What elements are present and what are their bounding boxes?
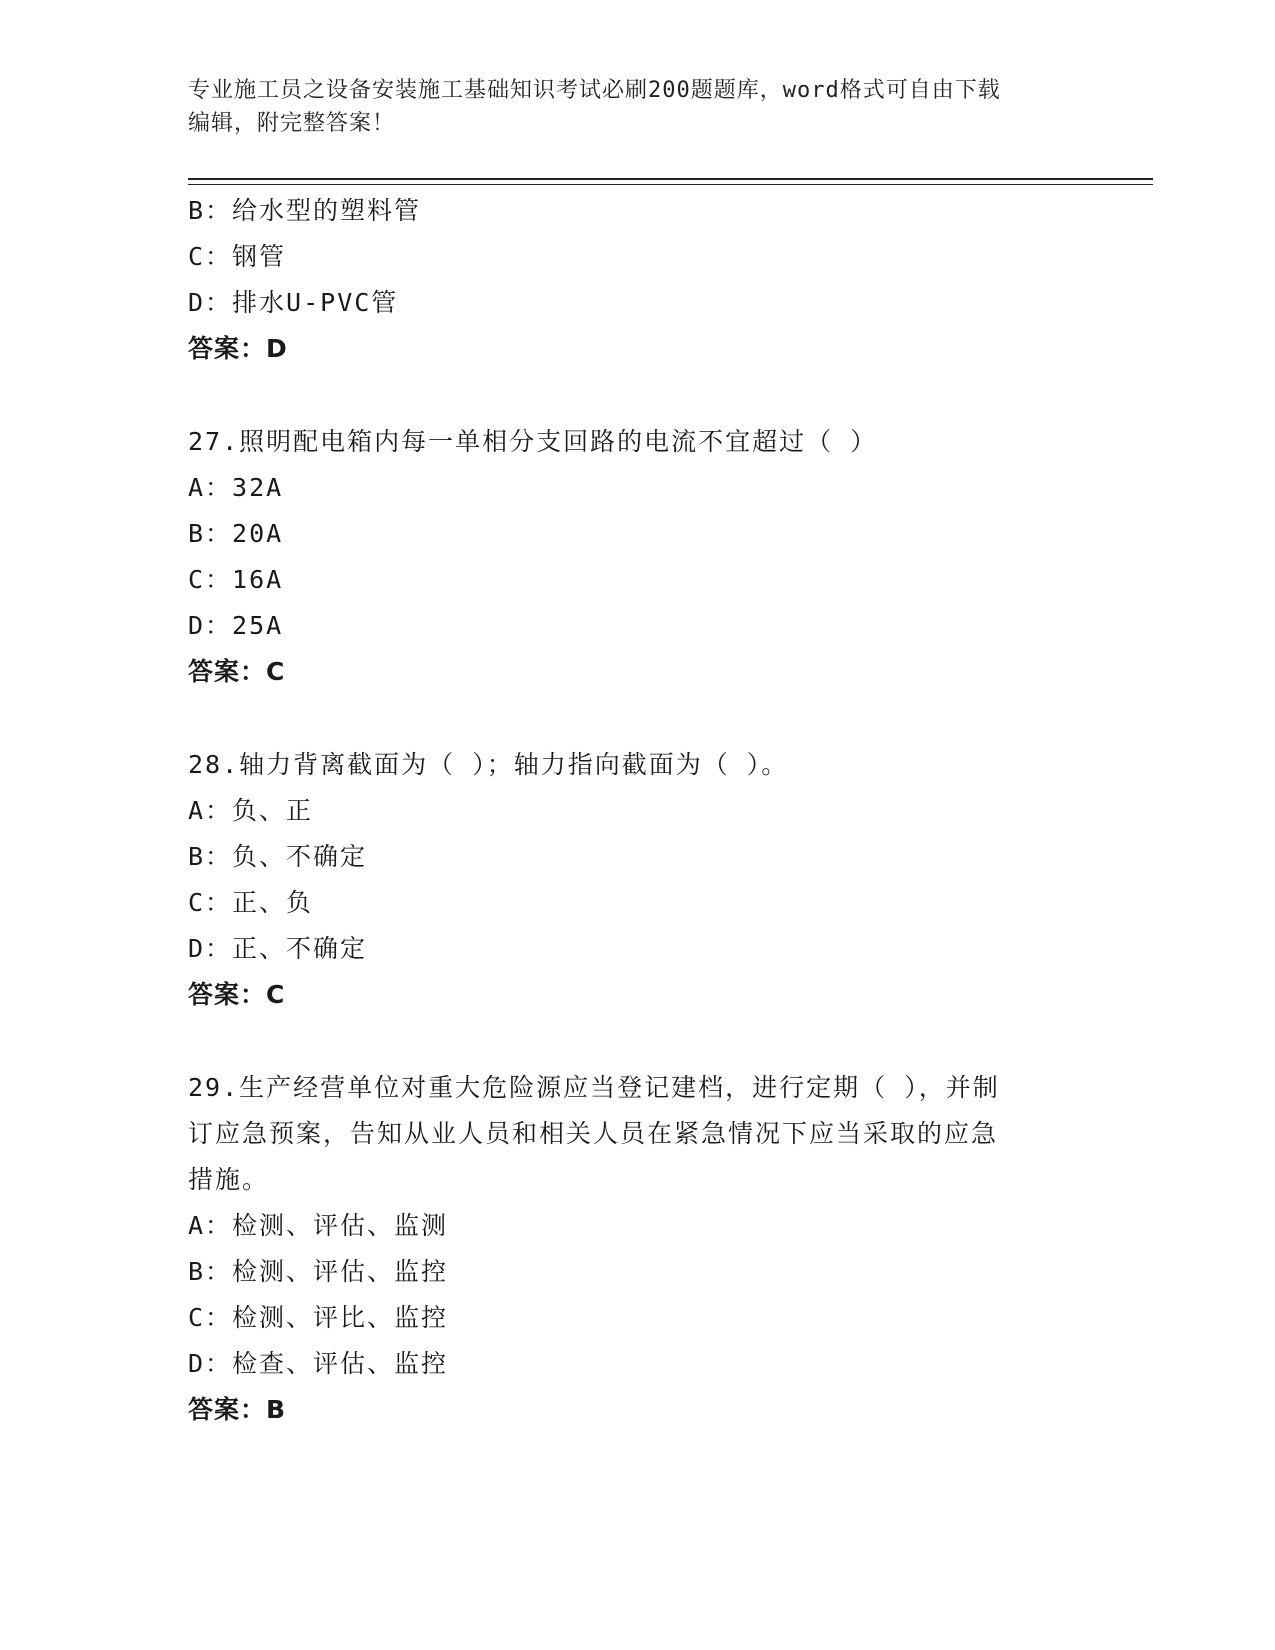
option-c: C：检测、评比、监控 [188, 1303, 449, 1332]
answer-line: 答案：C [188, 980, 286, 1009]
question-text-line-1: 29.生产经营单位对重大危险源应当登记建档，进行定期（ ），并制 [188, 1073, 1000, 1102]
question-text-line-3: 措施。 [188, 1165, 270, 1194]
answer-line: 答案：D [188, 334, 288, 363]
option-a: A：负、正 [188, 796, 314, 825]
question-text: 27.照明配电箱内每一单相分支回路的电流不宜超过（ ） [188, 427, 878, 456]
question-28 [188, 742, 1068, 1018]
option-b: B：给水型的塑料管 [188, 196, 422, 225]
option-a: A：检测、评估、监测 [188, 1211, 449, 1240]
question-continued [188, 188, 1068, 372]
header-divider-thick [188, 178, 1153, 180]
header-divider-thin [188, 184, 1153, 185]
question-text: 28.轴力背离截面为（ ）；轴力指向截面为（ ）。 [188, 750, 789, 779]
option-d: D：正、不确定 [188, 934, 368, 963]
option-c: C：正、负 [188, 888, 314, 917]
question-27 [188, 419, 1068, 695]
document-header [188, 74, 1068, 140]
option-d: D：检查、评估、监控 [188, 1349, 449, 1378]
option-d: D：排水U-PVC管 [188, 288, 399, 317]
header-line-2: 编辑，附完整答案！ [188, 111, 396, 136]
question-text-line-2: 订应急预案，告知从业人员和相关人员在紧急情况下应当采取的应急 [188, 1119, 999, 1148]
option-b: B：检测、评估、监控 [188, 1257, 449, 1286]
option-d: D：25A [188, 611, 284, 640]
question-29 [188, 1065, 1068, 1433]
answer-line: 答案：C [188, 657, 286, 686]
option-b: B：负、不确定 [188, 842, 368, 871]
option-c: C：钢管 [188, 242, 287, 271]
question-list [188, 188, 1068, 1433]
option-b: B：20A [188, 519, 284, 548]
header-line-1: 专业施工员之设备安装施工基础知识考试必刷200题题库，word格式可自由下载 [188, 78, 1001, 103]
answer-line: 答案：B [188, 1395, 287, 1424]
option-a: A：32A [188, 473, 284, 502]
option-c: C：16A [188, 565, 284, 594]
spacer [188, 695, 1068, 742]
spacer [188, 372, 1068, 419]
spacer [188, 1018, 1068, 1065]
